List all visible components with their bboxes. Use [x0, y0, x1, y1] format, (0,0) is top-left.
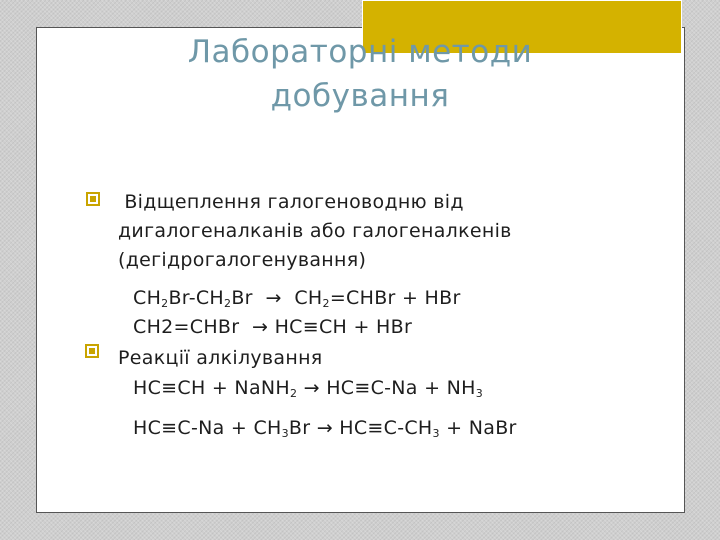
bullet-2-text: Реакції алкілування [118, 347, 323, 369]
title-line-1: Лабораторні методи [187, 34, 533, 70]
title-line-2: добування [270, 78, 450, 114]
equation-3: HC≡CH + NaNH$_2$ → $HC\equiv C-Na + NH_3$ [133, 377, 484, 400]
checkbox-icon [85, 344, 99, 362]
bullet-1-text [118, 188, 658, 275]
bullet-1-line-3: (дегідрогалогенування) [118, 249, 367, 271]
equation-2: CH2=CHBr → HC≡CH + HBr [133, 316, 413, 338]
checkbox-icon [86, 192, 100, 210]
bullet-1-line-1: Відщеплення галогеноводню від [118, 191, 464, 213]
equation-4: $HC\equiv C-Na + CH_3Br \to HC\equiv C-CH_3$ + NaBr [133, 417, 517, 440]
bullet-1-line-2: дигалогеналканів або галогеналкенів [118, 220, 512, 242]
equation-1: $CH_2Br-CH_2Br$ → $CH_2=CHBr$ + HBr [133, 287, 461, 310]
